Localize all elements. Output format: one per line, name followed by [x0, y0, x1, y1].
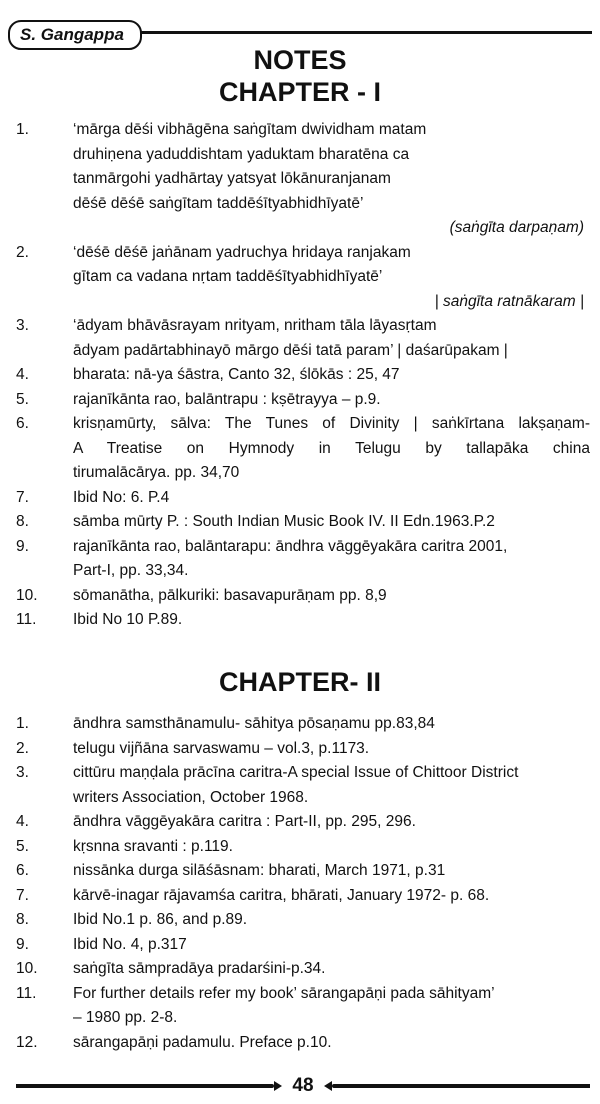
note-number: 12. [16, 1033, 38, 1051]
note-number: 1. [16, 715, 29, 732]
footer-rule-right [332, 1084, 590, 1088]
note-line: ādyam padārtabhinayō mārgo dēśi tatā param’ | daśarūpakam | [73, 341, 508, 359]
chapter-2-note-item [16, 835, 590, 860]
note-number: 5. [16, 390, 29, 408]
chapter-2-note-item [16, 1031, 590, 1056]
note-number: 7. [16, 488, 29, 506]
note-text [73, 957, 590, 982]
chapter-2-note-item [16, 712, 590, 737]
note-number: 10. [16, 960, 38, 977]
chapter-1-note-item [16, 608, 590, 633]
note-number: 5. [16, 837, 29, 855]
chapter-1-note-item [16, 486, 590, 511]
note-text [73, 388, 590, 413]
chapter-2-note-item [16, 982, 590, 1031]
note-line: Part-I, pp. 33,34. [73, 562, 189, 579]
note-line: telugu vijñāna sarvaswamu – vol.3, p.1173. [73, 739, 370, 757]
header-rule [138, 31, 592, 34]
note-text [73, 510, 590, 535]
note-text [73, 835, 590, 860]
source-citation: | saṅgīta ratnākaram | [434, 292, 584, 310]
note-text [73, 761, 590, 810]
note-text [73, 314, 590, 363]
note-line: Ibid No.1 p. 86, and p.89. [73, 911, 248, 928]
note-line: For further details refer my book’ sārangapāṇi pada sāhityam’ [73, 984, 495, 1002]
note-text [73, 810, 590, 835]
note-text [73, 608, 590, 633]
note-line: A Treatise on Hymnody in Telugu by tallapāka china [73, 439, 590, 457]
note-number: 6. [16, 862, 29, 879]
chapter-2-note-item [16, 908, 590, 933]
chapter-2-note-item [16, 957, 590, 982]
note-number: 8. [16, 513, 29, 530]
note-number: 6. [16, 415, 29, 432]
note-number: 3. [16, 317, 29, 334]
note-line: saṅgīta sāmpradāya pradarśini-p.34. [73, 960, 326, 977]
note-line: – 1980 pp. 2-8. [73, 1009, 178, 1026]
chapter-1-note-item [16, 363, 590, 388]
chapter-1-note-item [16, 314, 590, 363]
chapter-2-heading: CHAPTER- II [219, 667, 381, 697]
note-line: sōmanātha, pālkuriki: basavapurāṇam pp. 8,9 [73, 586, 387, 604]
note-number: 8. [16, 911, 29, 928]
chapter-2-note-item [16, 810, 590, 835]
author-name: S. Gangappa [8, 20, 142, 50]
note-line: rajanīkānta rao, balāntarapu: āndhra vāggēyakāra caritra 2001, [73, 537, 508, 555]
note-text [73, 933, 590, 958]
note-line: gītam ca vadana nṛtam taddēśītyabhidhīyatē’ [73, 268, 383, 285]
note-line: rajanīkānta rao, balāntrapu : kṣētrayya – p.9. [73, 390, 381, 408]
note-text [73, 1031, 590, 1056]
note-text [73, 884, 590, 909]
chapter-2-note-item [16, 859, 590, 884]
running-header [8, 14, 592, 48]
note-text [73, 859, 590, 884]
note-line: ‘ādyam bhāvāsrayam nrityam, nritham tāla lāyasṛtam [73, 317, 437, 334]
chapter-1-note-item [16, 535, 590, 584]
note-number: 3. [16, 764, 29, 781]
note-line: Ibid No 10 P.89. [73, 611, 183, 628]
notes-heading: NOTES [253, 45, 347, 75]
chapter-1-note-item [16, 510, 590, 535]
note-line: druhiṇena yaduddishtam yaduktam bharatēna ca [73, 145, 410, 163]
note-number: 10. [16, 586, 38, 604]
note-line: āndhra vāggēyakāra caritra : Part-II, pp. 295, 296. [73, 813, 416, 830]
note-text [73, 712, 590, 737]
note-text [73, 412, 590, 486]
note-number: 9. [16, 935, 29, 953]
note-line: ‘mārga dēśi vibhāgēna saṅgītam dwividham matam [73, 121, 427, 138]
chapter-2-note-item [16, 933, 590, 958]
note-line: Ibid No. 4, p.317 [73, 935, 187, 953]
note-line: sārangapāṇi padamulu. Preface p.10. [73, 1033, 332, 1051]
chapter-1-note-item [16, 388, 590, 413]
note-number: 4. [16, 813, 29, 830]
note-number: 11. [16, 984, 37, 1002]
note-text [73, 118, 590, 241]
note-text [73, 486, 590, 511]
chapter-2-note-item [16, 761, 590, 810]
note-line: tirumalācārya. pp. 34,70 [73, 464, 240, 481]
note-line: writers Association, October 1968. [73, 788, 309, 806]
note-line: kṛsnna sravanti : p.119. [73, 837, 233, 855]
note-text [73, 584, 590, 609]
chapter-1-note-item [16, 412, 590, 486]
note-text [73, 982, 590, 1031]
note-line: dēśē dēśē saṅgītam taddēśītyabhidhīyatē’ [73, 194, 364, 212]
note-line: nissānka durga silāśāsnam: bharati, March 1971, p.31 [73, 862, 446, 879]
note-line: ‘dēśē dēśē jaṅānam yadruchya hridaya ranjakam [73, 243, 411, 261]
note-number: 9. [16, 537, 29, 555]
page-footer [16, 1074, 590, 1098]
note-number: 2. [16, 243, 29, 261]
note-line: āndhra samsthānamulu- sāhitya pōsaṇamu pp.83,84 [73, 715, 435, 732]
chapter-1-note-item [16, 584, 590, 609]
chapter-2-notes-list [16, 712, 590, 1055]
note-text [73, 535, 590, 584]
note-line: kārvē-inagar rājavamśa caritra, bhārati, January 1972- p. 68. [73, 886, 490, 904]
source-citation: (saṅgīta darpaṇam) [449, 219, 584, 236]
note-text [73, 363, 590, 388]
note-line: Ibid No: 6. P.4 [73, 488, 170, 506]
note-number: 11. [16, 611, 37, 628]
note-line: tanmārgohi yadhārtay yatsyat lōkānuranjanam [73, 170, 391, 187]
note-number: 4. [16, 366, 29, 383]
note-line: bharata: nā-ya śāstra, Canto 32, ślōkās : 25, 47 [73, 366, 400, 383]
note-line: cittūru maṇḍala prācīna caritra-A special Issue of Chittoor District [73, 764, 519, 781]
note-text [73, 241, 590, 315]
note-line: sāmba mūrty P. : South Indian Music Book IV. II Edn.1963.P.2 [73, 513, 495, 530]
chapter-2-note-item [16, 884, 590, 909]
chapter-2-note-item [16, 737, 590, 762]
note-text [73, 908, 590, 933]
note-number: 7. [16, 886, 29, 904]
note-text [73, 737, 590, 762]
chapter-1-note-item [16, 241, 590, 315]
note-line: krisṇamūrty, sālva: The Tunes of Divinity | saṅkīrtana lakṣaṇam- [73, 415, 590, 432]
note-number: 1. [16, 121, 29, 138]
chapter-1-note-item [16, 118, 590, 241]
chapter-1-notes-list [16, 118, 590, 633]
chapter-1-heading: CHAPTER - I [219, 77, 381, 107]
note-number: 2. [16, 739, 29, 757]
page-number: 48 [292, 1075, 314, 1096]
